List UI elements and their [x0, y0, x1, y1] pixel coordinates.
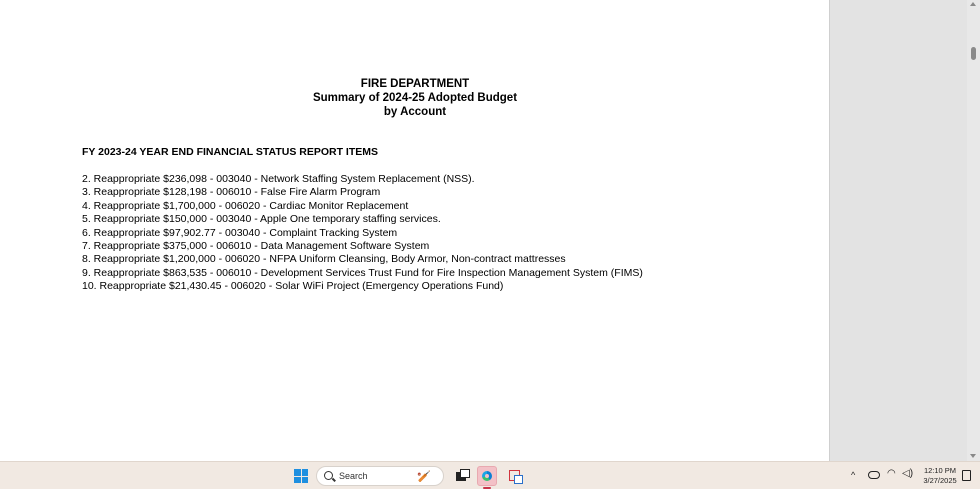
- tray-chevron-up-icon[interactable]: ^: [851, 470, 856, 480]
- search-label: Search: [339, 471, 368, 481]
- vertical-scrollbar[interactable]: [967, 0, 980, 461]
- edge-browser-icon[interactable]: [477, 466, 497, 486]
- task-view-icon[interactable]: [452, 466, 472, 486]
- list-item: 9. Reappropriate $863,535 - 006010 - Development Services Trust Fund for Fire Inspection Management System (FIMS): [82, 266, 643, 279]
- volume-icon[interactable]: ◁): [902, 468, 914, 479]
- budget-subtitle-account: by Account: [383, 106, 447, 118]
- list-item: 8. Reappropriate $1,200,000 - 006020 - NFPA Uniform Cleansing, Body Armor, Non-contract mattresses: [82, 253, 566, 266]
- report-items-list: [82, 173, 643, 294]
- budget-subtitle: Summary of 2024-25 Adopted Budget: [312, 92, 518, 104]
- snipping-tool-icon[interactable]: [505, 466, 525, 486]
- search-highlight-icon: 🏏: [417, 471, 431, 483]
- list-item: 4. Reappropriate $1,700,000 - 006020 - Cardiac Monitor Replacement: [82, 199, 409, 212]
- scroll-down-arrow-icon[interactable]: [970, 454, 976, 458]
- list-item: 6. Reappropriate $97,902.77 - 003040 - Complaint Tracking System: [82, 226, 398, 239]
- scroll-up-arrow-icon[interactable]: [970, 2, 976, 6]
- system-clock[interactable]: [915, 466, 965, 486]
- list-item: 2. Reappropriate $236,098 - 003040 - Network Staffing System Replacement (NSS).: [82, 173, 475, 185]
- windows-start-icon[interactable]: [294, 469, 308, 483]
- scroll-thumb[interactable]: [971, 47, 976, 60]
- clock-time: 12:10 PM: [923, 466, 957, 475]
- notification-icon[interactable]: [962, 470, 971, 481]
- list-item: 10. Reappropriate $21,430.45 - 006020 - Solar WiFi Project (Emergency Operations Fund): [82, 280, 504, 293]
- clock-date: 3/27/2025: [923, 476, 957, 485]
- section-title: FY 2023-24 YEAR END FINANCIAL STATUS REPORT ITEMS: [82, 146, 378, 158]
- taskbar-search-box[interactable]: [316, 466, 444, 486]
- department-title: FIRE DEPARTMENT: [360, 78, 470, 90]
- list-item: 5. Reappropriate $150,000 - 003040 - Apple One temporary staffing services.: [82, 213, 441, 226]
- taskbar: [0, 461, 980, 489]
- wifi-icon[interactable]: ◠: [887, 468, 896, 479]
- onedrive-cloud-icon[interactable]: [868, 471, 880, 479]
- list-item: 3. Reappropriate $128,198 - 006010 - False Fire Alarm Program: [82, 186, 381, 199]
- search-icon: [324, 471, 333, 480]
- list-item: 7. Reappropriate $375,000 - 006010 - Data Management Software System: [82, 240, 430, 253]
